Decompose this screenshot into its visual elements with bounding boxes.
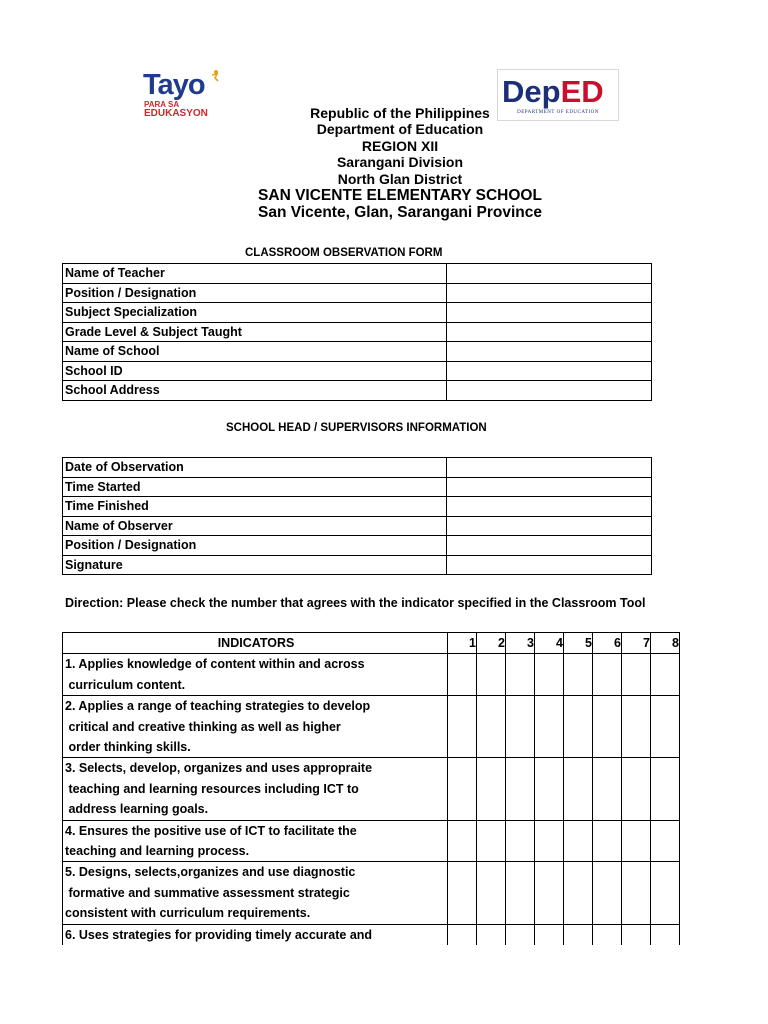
teacher-info-label: Position / Designation [63,283,447,303]
rating-checkbox-2[interactable] [477,924,506,945]
teacher-info-row [63,322,652,342]
rating-checkbox-3[interactable] [506,924,535,945]
rating-checkbox-8[interactable] [651,862,680,924]
rating-checkbox-1[interactable] [448,696,477,758]
header-school-name: SAN VICENTE ELEMENTARY SCHOOL [258,187,542,205]
rating-checkbox-5[interactable] [564,654,593,696]
supervisor-info-value-field[interactable] [447,458,652,478]
rating-checkbox-6[interactable] [593,654,622,696]
rating-checkbox-7[interactable] [622,758,651,820]
indicator-row [63,924,680,945]
rating-checkbox-1[interactable] [448,924,477,945]
indicator-text: 6. Uses strategies for providing timely accurate and [63,924,448,945]
supervisor-info-label: Time Started [63,477,447,497]
supervisor-info-row [63,555,652,575]
rating-checkbox-5[interactable] [564,924,593,945]
rating-checkbox-4[interactable] [535,696,564,758]
rating-checkbox-2[interactable] [477,820,506,862]
scale-number-8: 8 [651,633,680,654]
supervisor-info-label: Signature [63,555,447,575]
rating-checkbox-1[interactable] [448,820,477,862]
rating-checkbox-3[interactable] [506,862,535,924]
tayo-logo-sub1: PARA SA [144,100,180,109]
rating-checkbox-7[interactable] [622,654,651,696]
teacher-info-value-field[interactable] [447,264,652,284]
supervisor-info-label: Position / Designation [63,536,447,556]
indicator-row [63,758,680,820]
rating-checkbox-8[interactable] [651,820,680,862]
supervisor-info-table [62,457,652,575]
header-division: Sarangani Division [336,154,464,171]
teacher-info-value-field[interactable] [447,342,652,362]
scale-number-6: 6 [593,633,622,654]
rating-checkbox-4[interactable] [535,758,564,820]
rating-checkbox-6[interactable] [593,758,622,820]
indicator-row [63,654,680,696]
supervisor-info-row [63,516,652,536]
form-title: CLASSROOM OBSERVATION FORM [245,247,443,259]
rating-checkbox-3[interactable] [506,696,535,758]
supervisor-info-value-field[interactable] [447,536,652,556]
deped-logo-tagline: DEPARTMENT OF EDUCATION [517,110,599,115]
teacher-info-label: Name of Teacher [63,264,447,284]
teacher-info-row [63,342,652,362]
header-country: Republic of the Philippines [310,105,490,121]
rating-checkbox-6[interactable] [593,696,622,758]
rating-checkbox-6[interactable] [593,862,622,924]
rating-checkbox-7[interactable] [622,696,651,758]
rating-checkbox-1[interactable] [448,654,477,696]
rating-checkbox-8[interactable] [651,758,680,820]
teacher-info-label: School Address [63,381,447,401]
teacher-info-label: School ID [63,361,447,381]
rating-checkbox-7[interactable] [622,862,651,924]
tayo-logo-sub2: EDUKASYON [144,108,208,119]
supervisor-info-row [63,458,652,478]
indicator-row [63,820,680,862]
supervisor-info-row [63,536,652,556]
indicator-text: 5. Designs, selects,organizes and use diagnostic formative and summative assessment strategic consistent with curriculum requirements. [63,862,448,924]
tayo-logo-word: Tayo [143,69,205,101]
scale-number-2: 2 [477,633,506,654]
teacher-info-row [63,381,652,401]
indicator-text: 3. Selects, develop, organizes and uses appropraite teaching and learning resources including ICT to address learning goals. [63,758,448,820]
teacher-info-row [63,303,652,323]
deped-logo-word: DepED [502,74,604,109]
rating-checkbox-4[interactable] [535,862,564,924]
teacher-info-value-field[interactable] [447,361,652,381]
rating-checkbox-5[interactable] [564,696,593,758]
supervisor-info-row [63,497,652,517]
teacher-info-table [62,263,652,401]
teacher-info-label: Grade Level & Subject Taught [63,322,447,342]
teacher-info-value-field[interactable] [447,303,652,323]
teacher-info-row [63,283,652,303]
indicator-text: 1. Applies knowledge of content within and across curriculum content. [63,654,448,696]
rating-checkbox-2[interactable] [477,758,506,820]
rating-checkbox-4[interactable] [535,924,564,945]
supervisor-section-title: SCHOOL HEAD / SUPERVISORS INFORMATION [226,422,487,434]
indicator-text: 2. Applies a range of teaching strategies to develop critical and creative thinking as well as higher order thinking skills. [63,696,448,758]
supervisor-info-row [63,477,652,497]
scale-number-5: 5 [564,633,593,654]
supervisor-info-label: Time Finished [63,497,447,517]
supervisor-info-label: Name of Observer [63,516,447,536]
scale-number-3: 3 [506,633,535,654]
rating-checkbox-3[interactable] [506,758,535,820]
indicator-row [63,862,680,924]
rating-checkbox-2[interactable] [477,862,506,924]
indicators-header-row [63,633,680,654]
rating-checkbox-4[interactable] [535,820,564,862]
direction-text: Direction: Please check the number that agrees with the indicator specified in the Classroom Tool [65,596,646,610]
rating-checkbox-2[interactable] [477,654,506,696]
document-header [200,105,600,221]
scale-number-7: 7 [622,633,651,654]
scale-number-1: 1 [448,633,477,654]
rating-checkbox-1[interactable] [448,862,477,924]
header-region: REGION XII [361,137,439,154]
header-district: North Glan District [337,170,463,187]
indicators-header: INDICATORS [63,633,448,654]
supervisor-info-label: Date of Observation [63,458,447,478]
indicators-table [62,632,680,945]
rating-checkbox-3[interactable] [506,654,535,696]
header-school-address: San Vicente, Glan, Sarangani Province [258,204,542,222]
supervisor-info-value-field[interactable] [447,516,652,536]
teacher-info-value-field[interactable] [447,322,652,342]
header-department: Department of Education [316,121,484,138]
teacher-info-label: Subject Specialization [63,303,447,323]
supervisor-info-value-field[interactable] [447,555,652,575]
teacher-info-row [63,361,652,381]
indicator-text: 4. Ensures the positive use of ICT to facilitate the teaching and learning process. [63,820,448,862]
teacher-info-row [63,264,652,284]
runner-icon [209,70,221,82]
rating-checkbox-6[interactable] [593,820,622,862]
scale-number-4: 4 [535,633,564,654]
rating-checkbox-5[interactable] [564,758,593,820]
rating-checkbox-3[interactable] [506,820,535,862]
rating-checkbox-7[interactable] [622,924,651,945]
teacher-info-label: Name of School [63,342,447,362]
rating-checkbox-2[interactable] [477,696,506,758]
rating-checkbox-6[interactable] [593,924,622,945]
rating-checkbox-8[interactable] [651,654,680,696]
supervisor-info-value-field[interactable] [447,477,652,497]
supervisor-info-value-field[interactable] [447,497,652,517]
teacher-info-value-field[interactable] [447,283,652,303]
rating-checkbox-8[interactable] [651,924,680,945]
rating-checkbox-8[interactable] [651,696,680,758]
rating-checkbox-4[interactable] [535,654,564,696]
indicator-row [63,696,680,758]
rating-checkbox-1[interactable] [448,758,477,820]
rating-checkbox-5[interactable] [564,862,593,924]
teacher-info-value-field[interactable] [447,381,652,401]
rating-checkbox-5[interactable] [564,820,593,862]
rating-checkbox-7[interactable] [622,820,651,862]
